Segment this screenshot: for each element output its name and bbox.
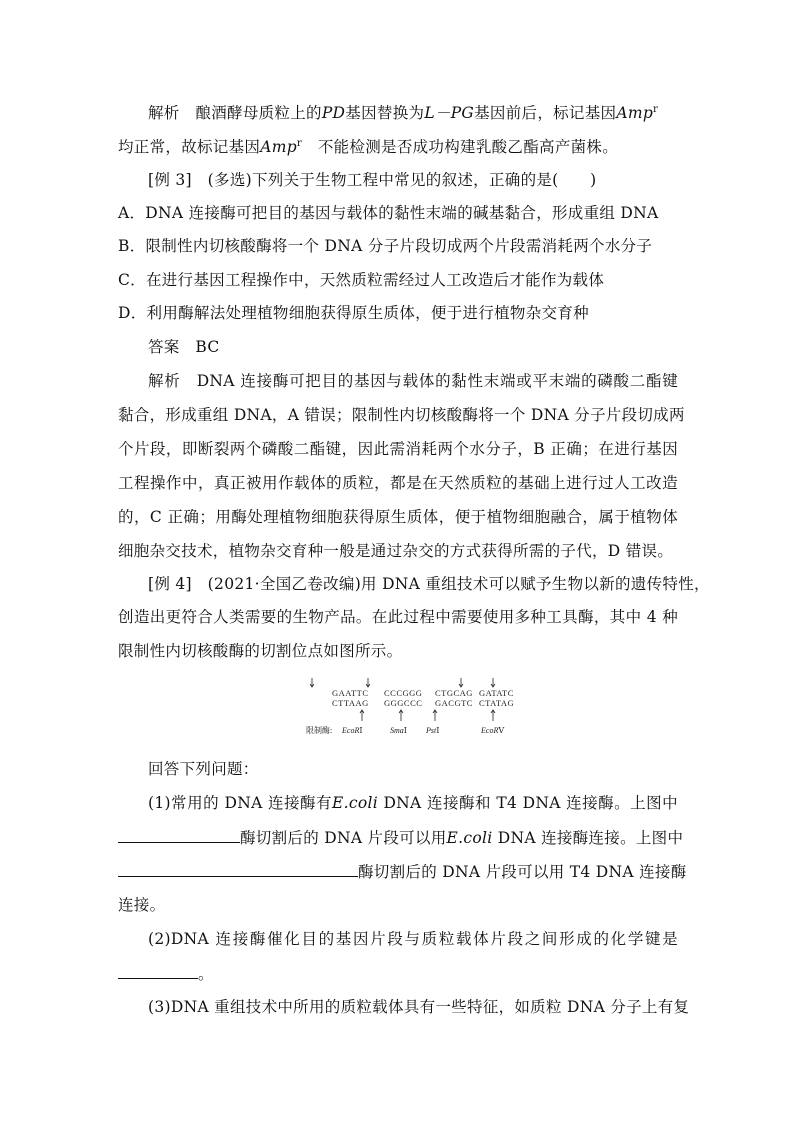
example-4-line-3: 限制性内切核酸酶的切割位点如图所示。 xyxy=(118,642,403,660)
seq-top-ecorv: GATATC xyxy=(479,688,514,698)
example-4-line-1: [例 4] (2021·全国乙卷改编)用 DNA 重组技术可以赋予生物以新的遗传特性， xyxy=(148,575,710,593)
answer-label: 答案 xyxy=(148,338,180,356)
explanation-line-6: 细胞杂交技术，植物杂交育种一般是通过杂交的方式获得所需的子代，D 错误。 xyxy=(118,542,674,560)
enzyme-ecorv: EcoRⅤ xyxy=(481,726,505,735)
seq-top-ecori: GAATTC xyxy=(332,688,369,698)
example-3-question: [例 3] (多选)下列关于生物工程中常见的叙述，正确的是( ) xyxy=(148,171,597,189)
seq-top-psti: CTGCAG xyxy=(435,688,473,698)
question-2-line-1: (2)DNA 连接酶催化目的基因片段与质粒载体片段之间形成的化学键是 xyxy=(148,930,678,948)
enzyme-smai: SmaⅠ xyxy=(390,726,407,735)
question-1-line-3: 酶切割后的 DNA 片段可以用 T4 DNA 连接酶 xyxy=(118,859,678,884)
restriction-site-diagram xyxy=(300,676,530,738)
seq-bottom-ecori: CTTAAG xyxy=(332,698,369,708)
example-4-line-2: 创造出更符合人类需要的生物产品。在此过程中需要使用多种工具酶，其中 4 种 xyxy=(118,608,678,626)
question-1-line-1: (1)常用的 DNA 连接酶有E.coli DNA 连接酶和 T4 DNA 连接酶。上图中 xyxy=(148,794,678,812)
restriction-site-figure xyxy=(300,676,530,738)
explanation-line-3: 个片段，即断裂两个磷酸二酯键，因此需消耗两个水分子，B 正确；在进行基因 xyxy=(118,440,678,458)
seq-top-smai: CCCGGG xyxy=(384,688,423,698)
option-d: D．利用酶解法处理植物细胞获得原生质体，便于进行植物杂交育种 xyxy=(118,304,589,322)
seq-bottom-psti: GACGTC xyxy=(435,698,473,708)
question-1-line-2: 酶切割后的 DNA 片段可以用E.coli DNA 连接酶连接。上图中 xyxy=(118,825,678,850)
explanation-line-1: 解析 DNA 连接酶可把目的基因与载体的黏性末端或平末端的磷酸二酯键 xyxy=(148,372,678,390)
cut-arrows-bottom xyxy=(360,710,495,721)
seq-bottom-smai: GGGCCC xyxy=(384,698,423,708)
answer-blank-1[interactable] xyxy=(118,825,240,843)
answer-prompt: 回答下列问题： xyxy=(148,760,259,778)
seq-bottom-ecorv: CTATAG xyxy=(479,698,515,708)
answer-line xyxy=(148,335,678,359)
option-c: C．在进行基因工程操作中，天然质粒需经过人工改造后才能作为载体 xyxy=(118,271,605,289)
enzyme-label-prefix: 限制酶: xyxy=(306,726,333,735)
explanation-line-4: 工程操作中，真正被用作载体的质粒，都是在天然质粒的基础上进行过人工改造 xyxy=(118,474,678,492)
enzyme-ecori: EcoRⅠ xyxy=(342,726,363,735)
answer-blank-2[interactable] xyxy=(118,859,358,877)
enzyme-labels xyxy=(306,725,504,735)
cut-arrows-top xyxy=(310,678,495,687)
explanation-line-2: 黏合，形成重组 DNA，A 错误；限制性内切核酸酶将一个 DNA 分子片段切成两 xyxy=(118,406,685,424)
analysis-line-1: 解析 酿酒酵母质粒上的PD基因替换为L－PG基因前后，标记基因Amp$^r$ xyxy=(148,104,659,123)
analysis-line-2: 均正常，故标记基因Amp$^r$ 不能检测是否成功构建乳酸乙酯高产菌株。 xyxy=(118,138,619,157)
answer-blank-3[interactable] xyxy=(118,961,198,979)
question-3-line-1: (3)DNA 重组技术中所用的质粒载体具有一些特征，如质粒 DNA 分子上有复 xyxy=(148,998,690,1016)
analysis-label: 解析 xyxy=(148,104,180,123)
sequences xyxy=(332,688,514,708)
option-a: A．DNA 连接酶可把目的基因与载体的黏性末端的碱基黏合，形成重组 DNA xyxy=(118,204,659,222)
enzyme-psti: PstⅠ xyxy=(426,726,440,735)
answer-value: BC xyxy=(195,338,220,356)
explanation-line-5: 的，C 正确；用酶处理植物细胞获得原生质体，便于植物细胞融合，属于植物体 xyxy=(118,508,678,526)
option-b: B．限制性内切核酸酶将一个 DNA 分子片段切成两个片段需消耗两个水分子 xyxy=(118,237,653,255)
analysis-label: 解析 xyxy=(148,372,181,390)
question-2-line-2: 。 xyxy=(118,961,678,986)
question-1-line-4: 连接。 xyxy=(118,896,166,914)
